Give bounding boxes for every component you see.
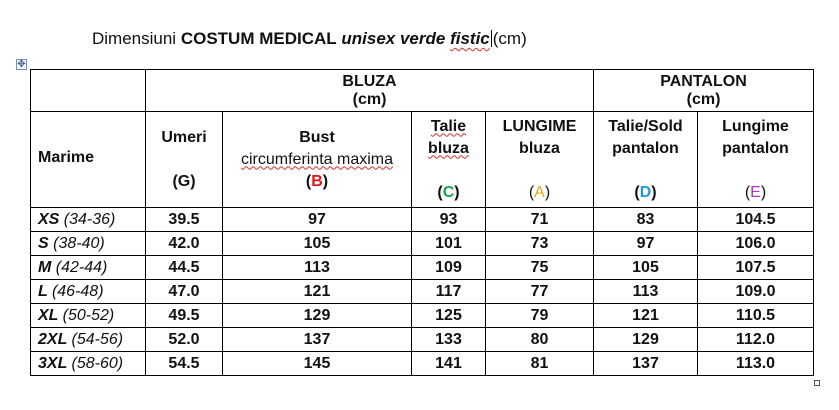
talie-cell: 133	[412, 328, 486, 352]
table-row	[31, 328, 814, 352]
pantalon-group-header: PANTALON (cm)	[594, 70, 814, 112]
header-lungime-pantalon: Lungime pantalon (E)	[698, 112, 814, 208]
talie-cell: 109	[412, 256, 486, 280]
talie-cell: 101	[412, 232, 486, 256]
sold-cell: 97	[594, 232, 698, 256]
table-move-handle-icon[interactable]: ✥	[17, 59, 26, 70]
size-cell: M (42-44)	[31, 256, 146, 280]
size-cell: 2XL (54-56)	[31, 328, 146, 352]
code-a-label: A	[534, 183, 545, 201]
sold-cell: 129	[594, 328, 698, 352]
talie-cell: 125	[412, 304, 486, 328]
document-title	[92, 29, 527, 49]
lungime-cell: 75	[486, 256, 594, 280]
lpant-cell: 107.5	[698, 256, 814, 280]
lpant-cell: 106.0	[698, 232, 814, 256]
umeri-cell: 44.5	[146, 256, 223, 280]
size-cell: S (38-40)	[31, 232, 146, 256]
title-variant: unisex verde fistic	[341, 29, 490, 48]
header-umeri: Umeri (G)	[146, 112, 223, 208]
umeri-cell: 52.0	[146, 328, 223, 352]
table-row	[31, 280, 814, 304]
table-resize-handle-icon[interactable]	[814, 380, 820, 386]
bust-cell: 113	[223, 256, 412, 280]
bust-cell: 129	[223, 304, 412, 328]
bust-cell: 137	[223, 328, 412, 352]
bust-cell: 121	[223, 280, 412, 304]
bluza-group-header: BLUZA (cm)	[146, 70, 594, 112]
title-product: COSTUM MEDICAL	[180, 29, 337, 48]
lungime-cell: 81	[486, 352, 594, 376]
umeri-cell: 47.0	[146, 280, 223, 304]
size-cell: L (46-48)	[31, 280, 146, 304]
header-bust: Bust circumferinta maxima (B)	[223, 112, 412, 208]
table-row	[31, 208, 814, 232]
lpant-cell: 109.0	[698, 280, 814, 304]
header-marime: Marime	[31, 112, 146, 208]
group-header-row	[31, 70, 814, 112]
code-b-label: B	[311, 172, 323, 190]
table-row	[31, 232, 814, 256]
umeri-cell: 49.5	[146, 304, 223, 328]
code-c-label: C	[442, 183, 455, 201]
sold-cell: 137	[594, 352, 698, 376]
code-e-label: E	[750, 183, 761, 201]
column-header-row	[31, 112, 814, 208]
umeri-cell: 42.0	[146, 232, 223, 256]
lungime-cell: 80	[486, 328, 594, 352]
bust-cell: 145	[223, 352, 412, 376]
lungime-cell: 77	[486, 280, 594, 304]
lpant-cell: 113.0	[698, 352, 814, 376]
size-table	[30, 69, 814, 376]
sold-cell: 83	[594, 208, 698, 232]
umeri-cell: 39.5	[146, 208, 223, 232]
table-row	[31, 304, 814, 328]
talie-cell: 141	[412, 352, 486, 376]
sold-cell: 113	[594, 280, 698, 304]
bust-cell: 105	[223, 232, 412, 256]
table-row	[31, 352, 814, 376]
header-talie-bluza: Talie bluza (C)	[412, 112, 486, 208]
lpant-cell: 112.0	[698, 328, 814, 352]
size-cell: XL (50-52)	[31, 304, 146, 328]
empty-corner-cell	[31, 70, 146, 112]
lpant-cell: 110.5	[698, 304, 814, 328]
umeri-cell: 54.5	[146, 352, 223, 376]
table-row	[31, 256, 814, 280]
lungime-cell: 73	[486, 232, 594, 256]
size-cell: 3XL (58-60)	[31, 352, 146, 376]
talie-cell: 117	[412, 280, 486, 304]
header-talie-sold-pantalon: Talie/Sold pantalon (D)	[594, 112, 698, 208]
text-cursor	[491, 30, 492, 47]
lpant-cell: 104.5	[698, 208, 814, 232]
lungime-cell: 79	[486, 304, 594, 328]
title-prefix: Dimensiuni	[92, 29, 177, 48]
header-lungime-bluza: LUNGIME bluza (A)	[486, 112, 594, 208]
talie-cell: 93	[412, 208, 486, 232]
size-cell: XS (34-36)	[31, 208, 146, 232]
sold-cell: 105	[594, 256, 698, 280]
code-d-label: D	[639, 183, 652, 201]
sold-cell: 121	[594, 304, 698, 328]
lungime-cell: 71	[486, 208, 594, 232]
bust-cell: 97	[223, 208, 412, 232]
title-unit: (cm)	[492, 29, 527, 48]
